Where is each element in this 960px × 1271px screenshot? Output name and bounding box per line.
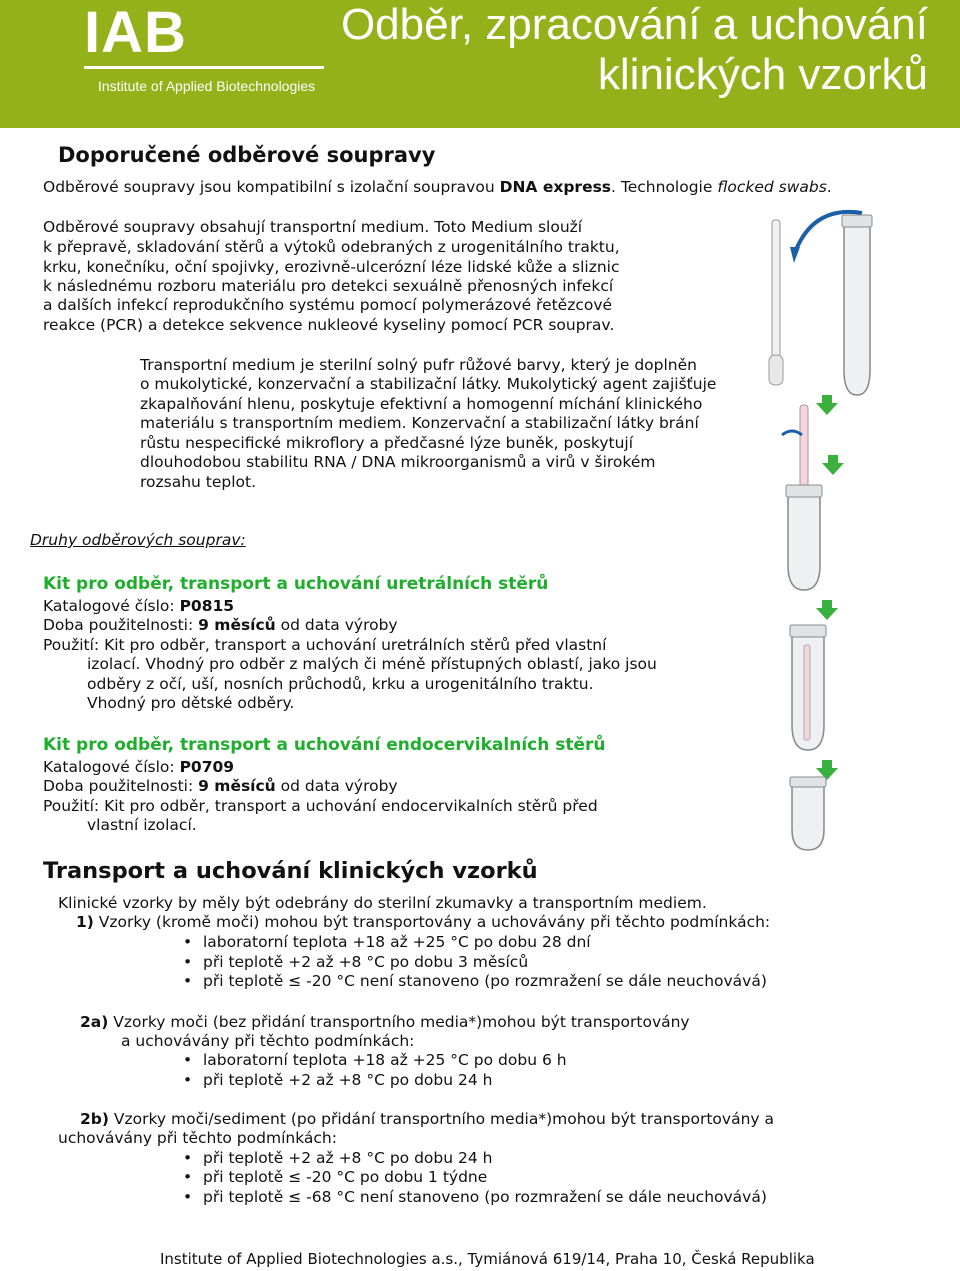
p1-line: reakce (PCR) a detekce sekvence nukleové kyseliny pomocí PCR souprav. [43, 316, 615, 334]
condition-label: 2b) [80, 1110, 109, 1128]
header-title [341, 0, 928, 100]
bullet-icon: • [183, 953, 193, 971]
condition-item: při teplotě ≤ -20 °C není stanoveno (po rozmražení se dále neuchovává) [203, 972, 767, 990]
p2-line: růstu nespecifické mikroflory a předčasné lýze buněk, poskytují [140, 434, 634, 452]
condition-item: laboratorní teplota +18 až +25 °C po dobu 6 h [203, 1051, 567, 1069]
intro-italic: flocked swabs [717, 178, 827, 196]
p2-line: materiálu s transportním mediem. Konzervační a stabilizační látky brání [140, 414, 699, 432]
catalog-number: P0815 [179, 597, 235, 615]
tube-cap-icon [842, 215, 872, 227]
p1-line: k přepravě, skladování stěrů a výtoků odebraných z urogenitálního traktu, [43, 238, 620, 256]
catalog-number: P0709 [179, 758, 235, 776]
transport-title: Transport a uchování klinických vzorků [43, 858, 538, 884]
logo-mark: IAB [84, 0, 187, 65]
kit-use-line: izolací. Vhodný pro odběr z malých či méně přístupných oblastí, jako jsou [87, 655, 657, 673]
condition-text-cont: uchovávány při těchto podmínkách: [58, 1129, 337, 1147]
tube-cap-icon [790, 777, 826, 787]
p1-line: Odběrové soupravy obsahují transportní medium. Toto Medium slouží [43, 218, 583, 236]
bullet-icon: • [183, 1168, 193, 1186]
expiry-label: Doba použitelnosti: [43, 616, 199, 634]
p2-line: zkapalňování hlenu, poskytuje efektivní a homogenní míchání klinického [140, 395, 703, 413]
condition-item: při teplotě +2 až +8 °C po dobu 3 měsíců [203, 953, 529, 971]
page-header [0, 0, 960, 128]
kit-use-line: vlastní izolací. [87, 816, 197, 834]
p2-line: rozsahu teplot. [140, 473, 257, 491]
kit-title-endocervical: Kit pro odběr, transport a uchování endocervikalních stěrů [43, 735, 606, 755]
catalog-label: Katalogové číslo: [43, 597, 180, 615]
intro-bold: DNA express [499, 178, 612, 196]
bullet-icon: • [183, 1051, 193, 1069]
tube-icon [844, 225, 870, 395]
p2-line: Transportní medium je sterilní solný pufr růžové barvy, který je doplněn [140, 356, 697, 374]
kit-use-line: Použití: Kit pro odběr, transport a uchování uretrálních stěrů před vlastní [43, 636, 607, 654]
condition-item: při teplotě +2 až +8 °C po dobu 24 h [203, 1149, 493, 1167]
condition-item: laboratorní teplota +18 až +25 °C po dobu 28 dní [203, 933, 591, 951]
bullet-icon: • [183, 972, 193, 990]
p1-line: a dalších infekcí reprodukčního systému pomocí polymerázové řetězcové [43, 296, 613, 314]
condition-item: při teplotě +2 až +8 °C po dobu 24 h [203, 1071, 493, 1089]
header-title-line2: klinických vzorků [597, 50, 928, 99]
transport-intro: Klinické vzorky by měly být odebrány do sterilní zkumavky a transportním mediem. [58, 894, 707, 912]
expiry-label: Doba použitelnosti: [43, 777, 199, 795]
expiry-value: 9 měsíců [198, 777, 276, 795]
kit-catalog [43, 757, 234, 777]
arrow-head-icon [790, 247, 800, 263]
p2-line: o mukolytické, konzervační a stabilizační látky. Mukolytický agent zajišťuje [140, 375, 717, 393]
down-arrow-icon [822, 455, 844, 475]
swab-tip-icon [769, 355, 783, 385]
condition-1 [76, 912, 770, 932]
swab-stick-icon [800, 405, 808, 495]
p1-line: krku, konečníku, oční spojivky, erozivně-ulcerózní léze lidské kůže a sliznic [43, 258, 620, 276]
logo-subtitle: Institute of Applied Biotechnologies [98, 78, 316, 94]
condition-label: 2a) [80, 1013, 109, 1031]
tube-icon [788, 495, 820, 590]
kit-use-line: Použití: Kit pro odběr, transport a uchování endocervikalních stěrů před [43, 797, 598, 815]
swab-procedure-illustration [752, 205, 882, 855]
header-title-line1: Odběr, zpracování a uchování [340, 0, 928, 49]
condition-text-cont: a uchovávány při těchto podmínkách: [121, 1032, 415, 1050]
p2-line: dlouhodobou stabilitu RNA / DNA mikroorganismů a virů v širokém [140, 453, 656, 471]
intro-paragraph [43, 177, 832, 197]
section-title-recommended-kits: Doporučené odběrové soupravy [58, 143, 436, 167]
kit-expiry [43, 615, 398, 635]
condition-2b [80, 1109, 774, 1129]
bullet-icon: • [183, 933, 193, 951]
kit-title-urethral: Kit pro odběr, transport a uchování uretrálních stěrů [43, 574, 549, 594]
condition-text: Vzorky (kromě moči) mohou být transportovány a uchovávány při těchto podmínkách: [93, 913, 771, 931]
expiry-suffix: od data výroby [275, 616, 398, 634]
bullet-icon: • [183, 1071, 193, 1089]
condition-text: Vzorky moči/sediment (po přidání transportního media*)mohou být transportovány a [108, 1110, 774, 1128]
tube-cap-icon [790, 625, 826, 637]
tube-cap-icon [786, 485, 822, 497]
condition-item: při teplotě ≤ -68 °C není stanoveno (po rozmražení se dále neuchovává) [203, 1188, 767, 1206]
swab-stick-icon [772, 220, 780, 370]
kit-catalog [43, 596, 234, 616]
p1-line: k následnému rozboru materiálu pro detekci sexuálně přenosných infekcí [43, 277, 614, 295]
kit-expiry [43, 776, 398, 796]
expiry-value: 9 měsíců [198, 616, 276, 634]
condition-2a [80, 1012, 690, 1032]
bullet-icon: • [183, 1188, 193, 1206]
kit-use-line: odběry z očí, uší, nosních průchodů, krku a urogenitálního traktu. [87, 675, 594, 693]
intro-text-mid: . Technologie [611, 178, 718, 196]
bullet-icon: • [183, 1149, 193, 1167]
down-arrow-icon [816, 395, 838, 415]
condition-text: Vzorky moči (bez přidání transportního media*)mohou být transportovány [108, 1013, 690, 1031]
swab-stick-icon [804, 645, 810, 740]
intro-text: Odběrové soupravy jsou kompatibilní s izolační soupravou [43, 178, 500, 196]
kit-use-line: Vhodný pro dětské odběry. [87, 694, 295, 712]
down-arrow-icon [816, 600, 838, 620]
condition-item: při teplotě ≤ -20 °C po dobu 1 týdne [203, 1168, 488, 1186]
condition-label: 1) [76, 913, 94, 931]
logo-divider [84, 66, 324, 69]
kit-types-heading: Druhy odběrových souprav: [30, 531, 246, 549]
iab-logo [84, 2, 334, 112]
expiry-suffix: od data výroby [275, 777, 398, 795]
intro-text-end: . [826, 178, 832, 196]
tube-icon [792, 785, 824, 850]
page-footer: Institute of Applied Biotechnologies a.s., Tymiánová 619/14, Praha 10, Česká Republika [160, 1250, 815, 1268]
rotate-arrow-icon [782, 431, 802, 435]
catalog-label: Katalogové číslo: [43, 758, 180, 776]
